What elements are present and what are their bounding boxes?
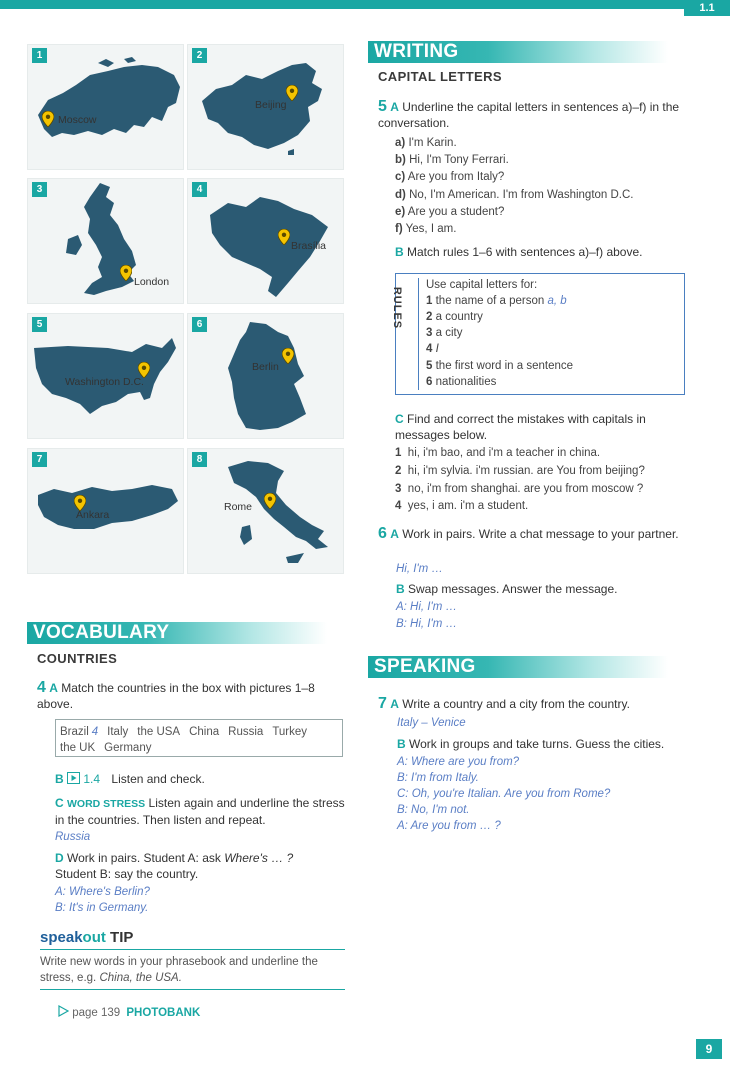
tip-divider-top — [40, 949, 345, 950]
map-8-italy — [187, 448, 344, 574]
exercise-5b: B Match rules 1–6 with sentences a)–f) above. — [395, 245, 643, 259]
map-number: 3 — [32, 182, 47, 197]
rules-box — [391, 273, 685, 395]
dialogue-line: A: Are you from … ? — [397, 820, 501, 832]
city-label: Moscow — [58, 114, 97, 126]
rule-2: 2 a country — [426, 311, 483, 323]
sentence-b: b) Hi, I'm Tony Ferrari. — [395, 154, 509, 166]
dialogue-line: C: Oh, you're Italian. Are you from Rome? — [397, 788, 611, 800]
russia-shape — [28, 45, 185, 171]
word-germany: Germany — [104, 742, 152, 754]
map-6-germany — [187, 313, 344, 439]
city-label: Washington D.C. — [65, 376, 144, 388]
dialogue-line: A: Where are you from? — [397, 756, 520, 768]
location-pin-icon — [286, 85, 298, 101]
map-4-brazil — [187, 178, 344, 304]
dialogue-line: B: No, I'm not. — [397, 804, 470, 816]
message-1: 1 hi, i'm bao, and i'm a teacher in china. — [395, 447, 601, 459]
exercise-7a-example: Italy – Venice — [397, 717, 466, 729]
sentence-a: a) I'm Karin. — [395, 137, 457, 149]
exercise-4d-example-b: B: It's in Germany. — [55, 902, 149, 914]
word-brazil-answer: 4 — [91, 726, 99, 738]
location-pin-icon — [282, 348, 294, 364]
sentence-c: c) Are you from Italy? — [395, 171, 505, 183]
germany-shape — [188, 314, 345, 440]
rule-3: 3 a city — [426, 327, 463, 339]
city-label: Berlin — [252, 361, 279, 373]
rules-divider — [418, 278, 419, 390]
city-label: Beijing — [255, 99, 287, 111]
map-number: 8 — [192, 452, 207, 467]
capital-letters-subheading: CAPITAL LETTERS — [378, 69, 502, 84]
map-number: 4 — [192, 182, 207, 197]
vocabulary-heading: VOCABULARY — [27, 622, 327, 644]
exercise-4c: C WORD STRESS Listen again and underline the stress in the countries. Then listen and repeat. — [55, 796, 345, 827]
word-brazil: Brazil — [60, 726, 89, 738]
exercise-5a: 5 A Underline the capital letters in sentences a)–f) in the conversation. — [378, 98, 680, 130]
map-1-russia — [27, 44, 184, 170]
map-5-usa — [27, 313, 184, 439]
word-turkey: Turkey — [272, 726, 308, 738]
exercise-4c-example: Russia — [55, 831, 91, 843]
dialogue-line: B: I'm from Italy. — [397, 772, 479, 784]
countries-subheading: COUNTRIES — [37, 651, 118, 666]
word-italy: Italy — [107, 726, 129, 738]
tip-divider-bottom — [40, 989, 345, 990]
map-number: 5 — [32, 317, 47, 332]
map-number: 1 — [32, 48, 47, 63]
exercise-7a: 7 A Write a country and a city from the country. — [378, 695, 630, 712]
map-2-china — [187, 44, 344, 170]
arrow-right-icon — [58, 1005, 69, 1017]
location-pin-icon — [278, 229, 290, 245]
exercise-4b: B 1.4 Listen and check. — [55, 772, 205, 786]
page-number: 9 — [696, 1039, 722, 1059]
writing-heading: WRITING — [368, 41, 668, 63]
exercise-4d: D Work in pairs. Student A: ask Where's … ? Student B: say the country. — [55, 851, 294, 881]
exercise-5c: C Find and correct the mistakes with capitals in messages below. — [395, 412, 646, 442]
exercise-6b-example-a: A: Hi, I'm … — [396, 601, 457, 613]
tip-text: Write new words in your phrasebook and underline the stress, e.g. China, the USA. — [40, 956, 318, 984]
exercise-4d-example-a: A: Where's Berlin? — [55, 886, 150, 898]
city-label: Ankara — [76, 509, 110, 521]
word-russia: Russia — [228, 726, 264, 738]
exercise-6a: 6 A Work in pairs. Write a chat message to your partner. — [378, 525, 679, 542]
word-box — [55, 719, 343, 757]
message-2: 2 hi, i'm sylvia. i'm russian. are You from beijing? — [395, 465, 645, 477]
rule-6: 6 nationalities — [426, 376, 497, 388]
exercise-4a: 4 A Match the countries in the box with pictures 1–8 above. — [37, 679, 315, 711]
rules-label: RULES — [391, 286, 404, 330]
location-pin-icon — [120, 265, 132, 281]
word-uk: the UK — [60, 742, 96, 754]
map-number: 2 — [192, 48, 207, 63]
exercise-6b: B Swap messages. Answer the message. — [396, 582, 618, 596]
map-number: 6 — [192, 317, 207, 332]
message-4: 4 yes, i am. i'm a student. — [395, 500, 529, 512]
top-accent-bar — [0, 0, 730, 9]
map-7-turkey — [27, 448, 184, 574]
exercise-6a-example: Hi, I'm … — [396, 563, 443, 575]
italy-shape — [188, 449, 345, 575]
exercise-7b: B Work in groups and take turns. Guess the cities. — [397, 737, 665, 751]
map-number: 7 — [32, 452, 47, 467]
sentence-d: d) No, I'm American. I'm from Washington D.C. — [395, 189, 634, 201]
exercise-6b-example-b: B: Hi, I'm … — [396, 618, 457, 630]
speakout-tip-title: speakout TIP — [40, 929, 134, 946]
city-label: London — [134, 276, 170, 288]
rule-1: 1 the name of a person a, b — [426, 295, 567, 307]
message-3: 3 no, i'm from shanghai. are you from moscow ? — [395, 483, 644, 495]
city-label: Brasília — [291, 240, 327, 252]
location-pin-icon — [42, 111, 54, 127]
word-china: China — [189, 726, 220, 738]
unit-tab: 1.1 — [684, 0, 730, 16]
sentence-e: e) Are you a student? — [395, 206, 505, 218]
rules-intro: Use capital letters for: — [426, 279, 538, 291]
rule-4: 4 I — [426, 343, 439, 355]
track-number: 1.4 — [83, 772, 101, 786]
photobank-link[interactable]: page 139 PHOTOBANK — [58, 1005, 200, 1021]
city-label: Rome — [224, 501, 253, 513]
audio-play-icon[interactable] — [67, 772, 80, 784]
speaking-heading: SPEAKING — [368, 656, 668, 678]
map-3-uk — [27, 178, 184, 304]
word-usa: the USA — [137, 726, 181, 738]
location-pin-icon — [264, 493, 276, 509]
rule-5: 5 the first word in a sentence — [426, 360, 574, 372]
sentence-f: f) Yes, I am. — [395, 223, 457, 235]
